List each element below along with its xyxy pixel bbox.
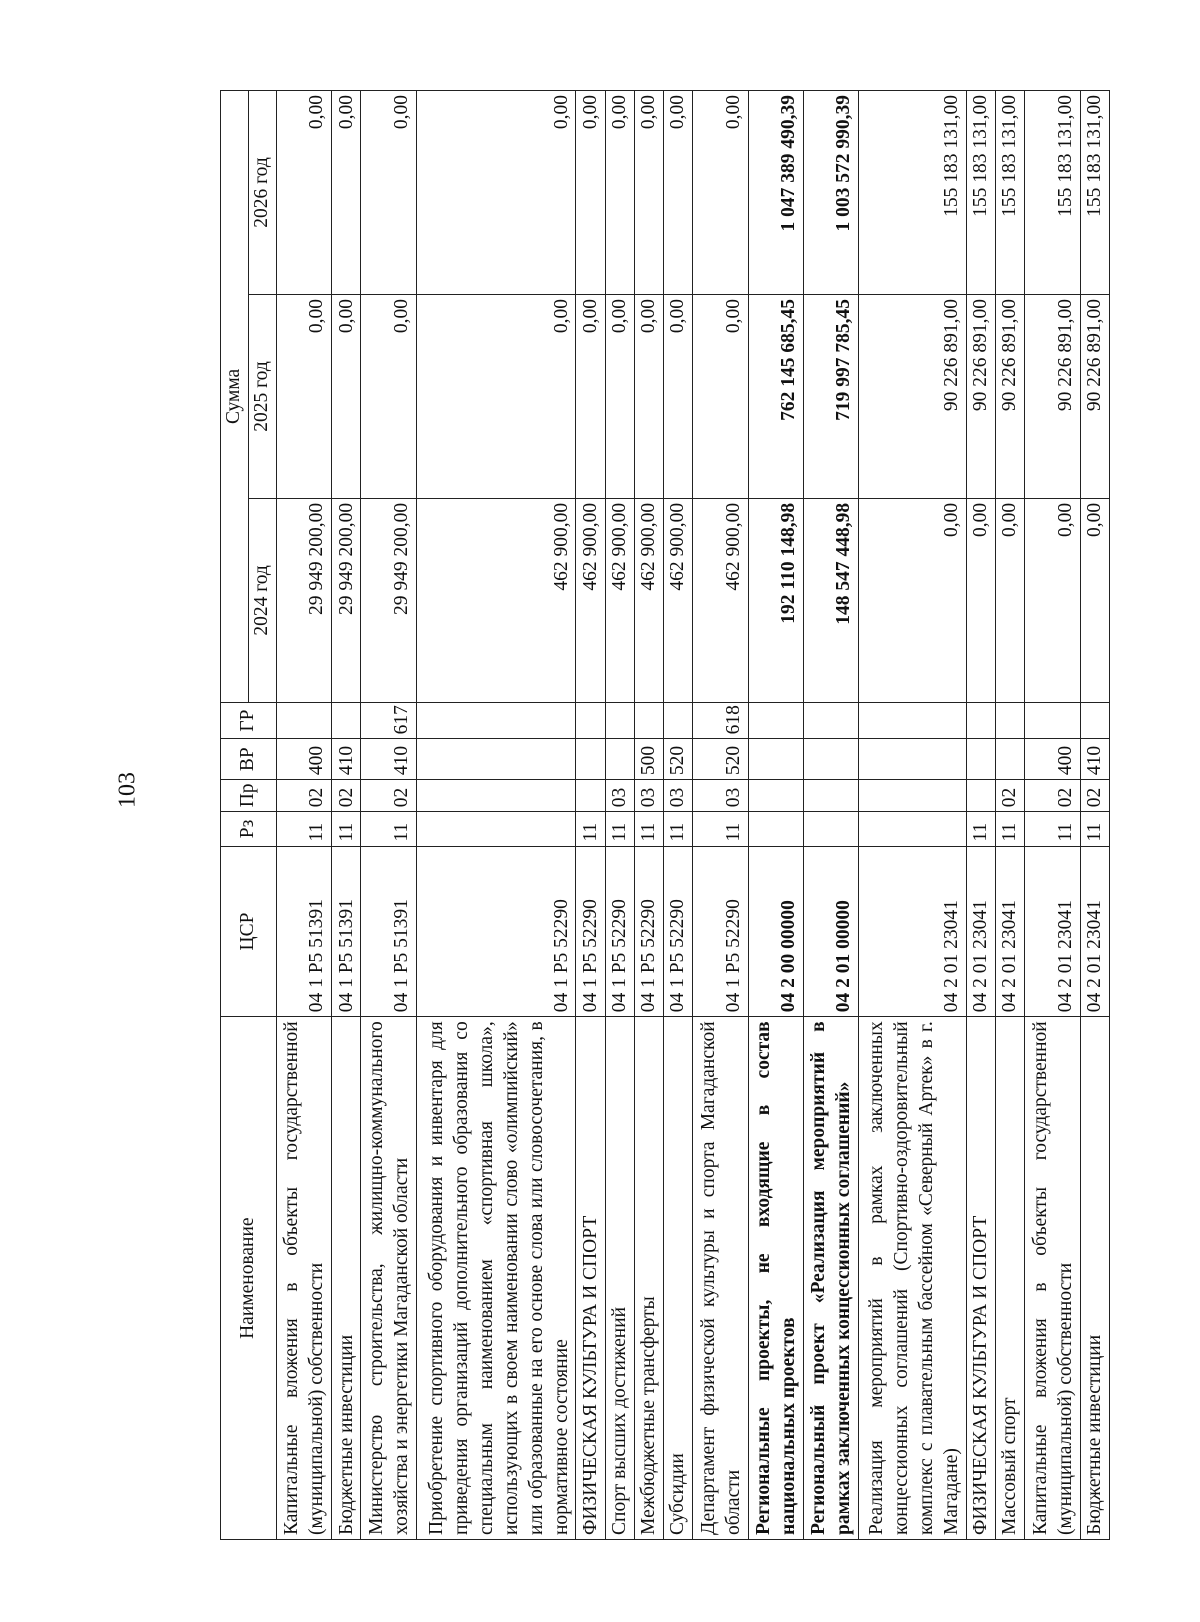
row-csr: 04 2 00 00000 [748,846,803,1017]
row-csr: 04 1 P5 52290 [693,846,748,1017]
row-vr: 520 [664,739,693,780]
row-gr [1025,702,1080,738]
row-csr: 04 2 01 23041 [1080,846,1109,1017]
row-amount-2026: 155 183 131,00 [966,91,995,295]
row-vr [859,739,967,780]
row-amount-2026: 0,00 [332,91,361,295]
row-name: ФИЗИЧЕСКАЯ КУЛЬТУРА И СПОРТ [966,1017,995,1540]
row-amount-2024: 29 949 200,00 [361,498,416,702]
row-name: Спорт высших достижений [605,1017,634,1540]
row-amount-2025: 90 226 891,00 [1025,295,1080,499]
row-rz: 11 [664,812,693,846]
row-amount-2024: 0,00 [1080,498,1109,702]
row-pr: 02 [1025,780,1080,812]
row-amount-2026: 155 183 131,00 [1080,91,1109,295]
table-body [276,91,1109,1540]
row-vr: 400 [1025,739,1080,780]
row-rz [804,812,859,846]
header-gr: ГР [221,702,277,738]
row-amount-2024: 462 900,00 [605,498,634,702]
row-amount-2026: 0,00 [664,91,693,295]
row-amount-2024: 462 900,00 [576,498,605,702]
row-csr: 04 1 P5 52290 [664,846,693,1017]
row-amount-2026: 0,00 [634,91,663,295]
rotated-table-wrapper [220,90,1110,1540]
row-amount-2025: 0,00 [332,295,361,499]
row-rz: 11 [966,812,995,846]
row-rz: 11 [693,812,748,846]
row-gr [859,702,967,738]
row-rz: 11 [276,812,331,846]
row-amount-2026: 155 183 131,00 [996,91,1025,295]
table-row [664,91,693,1540]
table-row [859,91,967,1540]
table-row [416,91,576,1540]
row-gr [634,702,663,738]
row-pr [416,780,576,812]
row-name: Массовый спорт [996,1017,1025,1540]
row-pr: 02 [996,780,1025,812]
table-row [748,91,803,1540]
table-row [276,91,331,1540]
header-name: Наименование [221,1017,277,1540]
row-amount-2024: 462 900,00 [416,498,576,702]
row-rz: 11 [634,812,663,846]
table-row [1025,91,1080,1540]
row-amount-2024: 0,00 [996,498,1025,702]
row-amount-2025: 90 226 891,00 [966,295,995,499]
row-csr: 04 1 P5 52290 [605,846,634,1017]
row-amount-2026: 0,00 [576,91,605,295]
row-vr [748,739,803,780]
table-row [804,91,859,1540]
row-name: Субсидии [664,1017,693,1540]
row-amount-2025: 90 226 891,00 [1080,295,1109,499]
row-vr [996,739,1025,780]
row-amount-2025: 0,00 [693,295,748,499]
row-pr [859,780,967,812]
row-rz: 11 [361,812,416,846]
row-csr: 04 1 P5 51391 [361,846,416,1017]
row-amount-2025: 0,00 [634,295,663,499]
row-amount-2024: 462 900,00 [634,498,663,702]
row-name: ФИЗИЧЕСКАЯ КУЛЬТУРА И СПОРТ [576,1017,605,1540]
row-amount-2025: 90 226 891,00 [859,295,967,499]
table-row [605,91,634,1540]
row-amount-2026: 0,00 [605,91,634,295]
row-amount-2024: 0,00 [966,498,995,702]
row-name: Бюджетные инвестиции [332,1017,361,1540]
row-vr [576,739,605,780]
row-vr: 410 [1080,739,1109,780]
row-gr [1080,702,1109,738]
header-pr: Пр [221,780,277,812]
row-csr: 04 2 01 00000 [804,846,859,1017]
row-gr: 618 [693,702,748,738]
row-amount-2026: 155 183 131,00 [1025,91,1080,295]
row-gr [804,702,859,738]
row-gr [664,702,693,738]
page-number: 103 [114,772,141,808]
row-name: Приобретение спортивного оборудования и инвентаря для приведения организаций дополнительного образования со специальным наименованием «спортивная школа», использующих в своем наименовании слово «олимпийский» или образованные на его основе слова или словосочетания, в нормативное состояние [416,1017,576,1540]
table-row [693,91,748,1540]
row-amount-2025: 719 997 785,45 [804,295,859,499]
row-vr: 410 [361,739,416,780]
row-name: Межбюджетные трансферты [634,1017,663,1540]
row-gr [332,702,361,738]
budget-table [220,90,1110,1540]
row-rz [748,812,803,846]
row-vr [966,739,995,780]
row-amount-2024: 462 900,00 [693,498,748,702]
row-name: Министерство строительства, жилищно-коммунального хозяйства и энергетики Магаданской области [361,1017,416,1540]
row-gr [966,702,995,738]
table-row [361,91,416,1540]
row-gr [576,702,605,738]
row-csr: 04 1 P5 51391 [276,846,331,1017]
row-amount-2025: 0,00 [276,295,331,499]
table-row [1080,91,1109,1540]
row-csr: 04 2 01 23041 [859,846,967,1017]
row-amount-2024: 29 949 200,00 [276,498,331,702]
row-gr [996,702,1025,738]
row-csr: 04 2 01 23041 [966,846,995,1017]
table-row [966,91,995,1540]
row-pr: 03 [634,780,663,812]
row-amount-2025: 0,00 [576,295,605,499]
table-row [332,91,361,1540]
row-rz: 11 [1025,812,1080,846]
row-name: Капитальные вложения в объекты государственной (муниципальной) собственности [1025,1017,1080,1540]
row-pr: 02 [1080,780,1109,812]
row-pr: 02 [361,780,416,812]
row-pr [748,780,803,812]
row-gr [276,702,331,738]
row-name: Реализация мероприятий в рамках заключенных концессионных соглашений (Спортивно-оздоровительный комплекс с плавательным бассейном «Северный Артек» в г. Магадане) [859,1017,967,1540]
row-pr [576,780,605,812]
row-name: Департамент физической культуры и спорта Магаданской области [693,1017,748,1540]
row-name: Региональные проекты, не входящие в состав национальных проектов [748,1017,803,1540]
header-rz: Рз [221,812,277,846]
row-amount-2024: 29 949 200,00 [332,498,361,702]
row-amount-2025: 762 145 685,45 [748,295,803,499]
header-year-2026: 2026 год [248,91,276,295]
row-vr [804,739,859,780]
row-name: Региональный проект «Реализация мероприятий в рамках заключенных концессионных соглашений» [804,1017,859,1540]
row-pr [966,780,995,812]
row-pr: 02 [276,780,331,812]
row-gr: 617 [361,702,416,738]
header-year-2024: 2024 год [248,498,276,702]
row-csr: 04 1 P5 51391 [332,846,361,1017]
row-csr: 04 2 01 23041 [1025,846,1080,1017]
row-amount-2025: 0,00 [605,295,634,499]
row-pr: 03 [693,780,748,812]
row-amount-2024: 0,00 [859,498,967,702]
row-rz: 11 [332,812,361,846]
table-row [576,91,605,1540]
row-vr [605,739,634,780]
row-vr: 520 [693,739,748,780]
row-rz: 11 [1080,812,1109,846]
row-gr [416,702,576,738]
row-amount-2026: 155 183 131,00 [859,91,967,295]
row-amount-2026: 1 003 572 990,39 [804,91,859,295]
row-csr: 04 1 P5 52290 [416,846,576,1017]
row-name: Капитальные вложения в объекты государственной (муниципальной) собственности [276,1017,331,1540]
row-csr: 04 1 P5 52290 [634,846,663,1017]
row-rz: 11 [605,812,634,846]
row-amount-2024: 462 900,00 [664,498,693,702]
row-pr: 03 [605,780,634,812]
row-pr: 03 [664,780,693,812]
row-csr: 04 2 01 23041 [996,846,1025,1017]
row-rz [859,812,967,846]
table-row [996,91,1025,1540]
row-amount-2025: 0,00 [416,295,576,499]
row-rz: 11 [996,812,1025,846]
row-amount-2026: 0,00 [276,91,331,295]
row-name: Бюджетные инвестиции [1080,1017,1109,1540]
row-pr [804,780,859,812]
row-amount-2024: 148 547 448,98 [804,498,859,702]
row-gr [748,702,803,738]
header-sum: Сумма [221,91,249,703]
row-amount-2026: 1 047 389 490,39 [748,91,803,295]
header-csr: ЦСР [221,846,277,1017]
table-row [634,91,663,1540]
row-amount-2026: 0,00 [693,91,748,295]
header-year-2025: 2025 год [248,295,276,499]
row-amount-2024: 0,00 [1025,498,1080,702]
row-amount-2025: 0,00 [664,295,693,499]
row-rz [416,812,576,846]
row-vr: 410 [332,739,361,780]
row-amount-2025: 0,00 [361,295,416,499]
row-vr: 400 [276,739,331,780]
row-csr: 04 1 P5 52290 [576,846,605,1017]
row-amount-2024: 192 110 148,98 [748,498,803,702]
row-vr: 500 [634,739,663,780]
row-gr [605,702,634,738]
row-vr [416,739,576,780]
row-amount-2025: 90 226 891,00 [996,295,1025,499]
header-vr: ВР [221,739,277,780]
row-pr: 02 [332,780,361,812]
row-amount-2026: 0,00 [361,91,416,295]
row-rz: 11 [576,812,605,846]
row-amount-2026: 0,00 [416,91,576,295]
